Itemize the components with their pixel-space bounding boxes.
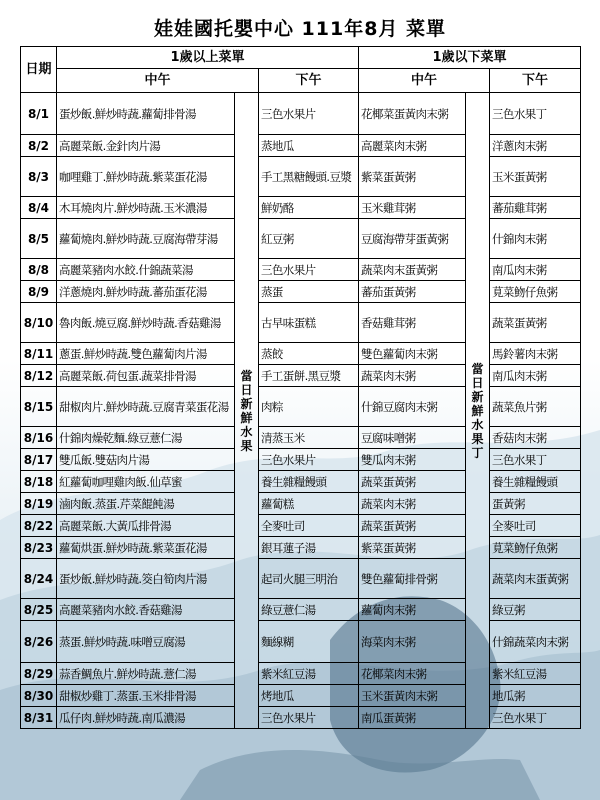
menu-table [20,46,581,729]
above-noon-cell: 高麗菜飯.荷包蛋.蔬菜排骨湯 [57,365,235,387]
table-row [21,281,581,303]
header-above-afternoon: 下午 [259,69,359,93]
below-afternoon-cell: 南瓜肉末粥 [490,365,581,387]
below-noon-cell: 花椰菜蛋黃肉末粥 [359,93,466,135]
below-noon-cell: 南瓜蛋黃粥 [359,707,466,729]
table-row [21,537,581,559]
below-afternoon-cell: 三色水果丁 [490,449,581,471]
table-row [21,599,581,621]
below-noon-cell: 香菇雞茸粥 [359,303,466,343]
above-afternoon-cell: 古早味蛋糕 [259,303,359,343]
below-afternoon-cell: 全麥吐司 [490,515,581,537]
date-cell: 8/25 [21,599,57,621]
below-noon-cell: 玉米雞茸粥 [359,197,466,219]
above-noon-cell: 魯肉飯.燒豆腐.鮮炒時蔬.香菇雞湯 [57,303,235,343]
table-row [21,303,581,343]
below-noon-cell: 蘿蔔肉末粥 [359,599,466,621]
table-row [21,493,581,515]
date-cell: 8/2 [21,135,57,157]
above-afternoon-cell: 起司火腿三明治 [259,559,359,599]
header-below-noon: 中午 [359,69,490,93]
below-noon-cell: 蔬菜肉末蛋黃粥 [359,259,466,281]
below-noon-cell: 玉米蛋黃肉末粥 [359,685,466,707]
date-cell: 8/10 [21,303,57,343]
above-noon-cell: 甜椒炒雞丁.蒸蛋.玉米排骨湯 [57,685,235,707]
date-cell: 8/17 [21,449,57,471]
below-afternoon-cell: 什錦肉末粥 [490,219,581,259]
date-cell: 8/3 [21,157,57,197]
above-noon-cell: 蒜香鯛魚片.鮮炒時蔬.薏仁湯 [57,663,235,685]
table-row [21,685,581,707]
header-date: 日期 [21,47,57,93]
above-noon-cell: 蛋炒飯.鮮炒時蔬.筊白筍肉片湯 [57,559,235,599]
date-cell: 8/30 [21,685,57,707]
table-row [21,515,581,537]
table-row [21,707,581,729]
table-row [21,471,581,493]
above-afternoon-cell: 清蒸玉米 [259,427,359,449]
above-afternoon-cell: 手工蛋餅.黑豆漿 [259,365,359,387]
date-cell: 8/5 [21,219,57,259]
header-below-1yr: 1歲以下菜單 [359,47,581,69]
below-afternoon-cell: 三色水果丁 [490,707,581,729]
date-cell: 8/8 [21,259,57,281]
above-noon-cell: 高麗菜豬肉水餃.什錦蔬菜湯 [57,259,235,281]
below-noon-cell: 豆腐味噌粥 [359,427,466,449]
below-noon-cell: 蕃茄蛋黃粥 [359,281,466,303]
below-afternoon-cell: 蔬菜蛋黃粥 [490,303,581,343]
above-noon-cell: 甜椒肉片.鮮炒時蔬.豆腐青菜蛋花湯 [57,387,235,427]
above-noon-cell: 蛋炒飯.鮮炒時蔬.蘿蔔排骨湯 [57,93,235,135]
table-row [21,197,581,219]
header-below-afternoon: 下午 [490,69,581,93]
date-cell: 8/12 [21,365,57,387]
date-cell: 8/1 [21,93,57,135]
below-afternoon-cell: 南瓜肉末粥 [490,259,581,281]
above-afternoon-cell: 三色水果片 [259,449,359,471]
above-afternoon-cell: 蒸蛋 [259,281,359,303]
table-row [21,259,581,281]
date-cell: 8/16 [21,427,57,449]
date-cell: 8/18 [21,471,57,493]
above-afternoon-cell: 蘿蔔糕 [259,493,359,515]
above-noon-cell: 滷肉飯.蒸蛋.芹菜餛飩湯 [57,493,235,515]
below-noon-cell: 海菜肉末粥 [359,621,466,663]
table-row [21,449,581,471]
above-afternoon-cell: 紫米紅豆湯 [259,663,359,685]
page-title: 娃娃國托嬰中心 111年8月 菜單 [153,18,447,40]
below-noon-cell: 雙色蘿蔔肉末粥 [359,343,466,365]
above-noon-cell: 咖哩雞丁.鮮炒時蔬.紫菜蛋花湯 [57,157,235,197]
below-afternoon-cell: 什錦蔬菜肉末粥 [490,621,581,663]
below-noon-cell: 高麗菜肉末粥 [359,135,466,157]
above-afternoon-cell: 麵線糊 [259,621,359,663]
below-afternoon-cell: 蛋黃粥 [490,493,581,515]
below-afternoon-cell: 綠豆粥 [490,599,581,621]
above-noon-cell: 蘿蔔烘蛋.鮮炒時蔬.紫菜蛋花湯 [57,537,235,559]
table-row [21,157,581,197]
above-afternoon-cell: 蒸餃 [259,343,359,365]
below-noon-cell: 蔬菜肉末粥 [359,365,466,387]
below-noon-cell: 蔬菜蛋黃粥 [359,515,466,537]
table-row [21,343,581,365]
above-noon-cell: 蒸蛋.鮮炒時蔬.味噌豆腐湯 [57,621,235,663]
above-afternoon-cell: 全麥吐司 [259,515,359,537]
above-afternoon-cell: 手工黑糖饅頭.豆漿 [259,157,359,197]
above-noon-cell: 什錦肉燥乾麵.綠豆薏仁湯 [57,427,235,449]
table-row [21,559,581,599]
below-afternoon-cell: 三色水果丁 [490,93,581,135]
table-row [21,365,581,387]
table-row [21,387,581,427]
date-cell: 8/29 [21,663,57,685]
date-cell: 8/15 [21,387,57,427]
above-noon-cell: 高麗菜豬肉水餃.香菇雞湯 [57,599,235,621]
above-afternoon-cell: 綠豆薏仁湯 [259,599,359,621]
below-noon-cell: 花椰菜肉末粥 [359,663,466,685]
above-afternoon-cell: 三色水果片 [259,259,359,281]
above-noon-cell: 高麗菜飯.金針肉片湯 [57,135,235,157]
below-afternoon-cell: 紫米紅豆湯 [490,663,581,685]
above-afternoon-cell: 銀耳蓮子湯 [259,537,359,559]
date-cell: 8/4 [21,197,57,219]
below-afternoon-cell: 蔬菜魚片粥 [490,387,581,427]
below-noon-cell: 雙瓜肉末粥 [359,449,466,471]
above-noon-cell: 木耳燒肉片.鮮炒時蔬.玉米濃湯 [57,197,235,219]
above-noon-fruit-note [235,93,259,729]
below-afternoon-cell: 養生雜糧饅頭 [490,471,581,493]
header-above-1yr: 1歲以上菜單 [57,47,359,69]
above-noon-cell: 高麗菜飯.大黃瓜排骨湯 [57,515,235,537]
table-row [21,621,581,663]
above-noon-cell: 瓜仔肉.鮮炒時蔬.南瓜濃湯 [57,707,235,729]
date-cell: 8/9 [21,281,57,303]
below-afternoon-cell: 蕃茄雞茸粥 [490,197,581,219]
table-row [21,219,581,259]
below-noon-cell: 雙色蘿蔔排骨粥 [359,559,466,599]
below-noon-cell: 紫菜蛋黃粥 [359,157,466,197]
date-cell: 8/19 [21,493,57,515]
below-afternoon-cell: 莧菜魩仔魚粥 [490,537,581,559]
above-afternoon-cell: 三色水果片 [259,93,359,135]
below-noon-cell: 豆腐海帶芽蛋黃粥 [359,219,466,259]
above-afternoon-cell: 蒸地瓜 [259,135,359,157]
below-afternoon-cell: 地瓜粥 [490,685,581,707]
above-noon-cell: 雙瓜飯.雙菇肉片湯 [57,449,235,471]
above-afternoon-cell: 肉粽 [259,387,359,427]
date-cell: 8/11 [21,343,57,365]
below-afternoon-cell: 玉米蛋黃粥 [490,157,581,197]
below-noon-cell: 什錦豆腐肉末粥 [359,387,466,427]
above-noon-cell: 洋蔥燒肉.鮮炒時蔬.蕃茄蛋花湯 [57,281,235,303]
above-afternoon-cell: 養生雜糧饅頭 [259,471,359,493]
date-cell: 8/26 [21,621,57,663]
above-afternoon-cell: 三色水果片 [259,707,359,729]
date-cell: 8/22 [21,515,57,537]
above-afternoon-cell: 紅豆粥 [259,219,359,259]
below-afternoon-cell: 莧菜魩仔魚粥 [490,281,581,303]
below-noon-fruit-text: 當日新鮮水果丁 [471,361,484,460]
table-row [21,135,581,157]
below-noon-cell: 蔬菜蛋黃粥 [359,471,466,493]
date-cell: 8/24 [21,559,57,599]
above-afternoon-cell: 鮮奶酪 [259,197,359,219]
above-noon-cell: 蘿蔔燒肉.鮮炒時蔬.豆腐海帶芽湯 [57,219,235,259]
below-afternoon-cell: 蔬菜肉末蛋黃粥 [490,559,581,599]
above-noon-cell: 紅蘿蔔咖哩雞肉飯.仙草蜜 [57,471,235,493]
above-afternoon-cell: 烤地瓜 [259,685,359,707]
header-above-noon: 中午 [57,69,259,93]
below-noon-cell: 蔬菜肉末粥 [359,493,466,515]
below-afternoon-cell: 洋蔥肉末粥 [490,135,581,157]
above-noon-cell: 蔥蛋.鮮炒時蔬.雙色蘿蔔肉片湯 [57,343,235,365]
below-afternoon-cell: 香菇肉末粥 [490,427,581,449]
table-row [21,663,581,685]
table-row [21,93,581,135]
date-cell: 8/31 [21,707,57,729]
table-row [21,427,581,449]
below-afternoon-cell: 馬鈴薯肉末粥 [490,343,581,365]
date-cell: 8/23 [21,537,57,559]
below-noon-cell: 紫菜蛋黃粥 [359,537,466,559]
below-noon-fruit-note [466,93,490,729]
above-noon-fruit-text: 當日新鮮水果 [240,368,253,453]
